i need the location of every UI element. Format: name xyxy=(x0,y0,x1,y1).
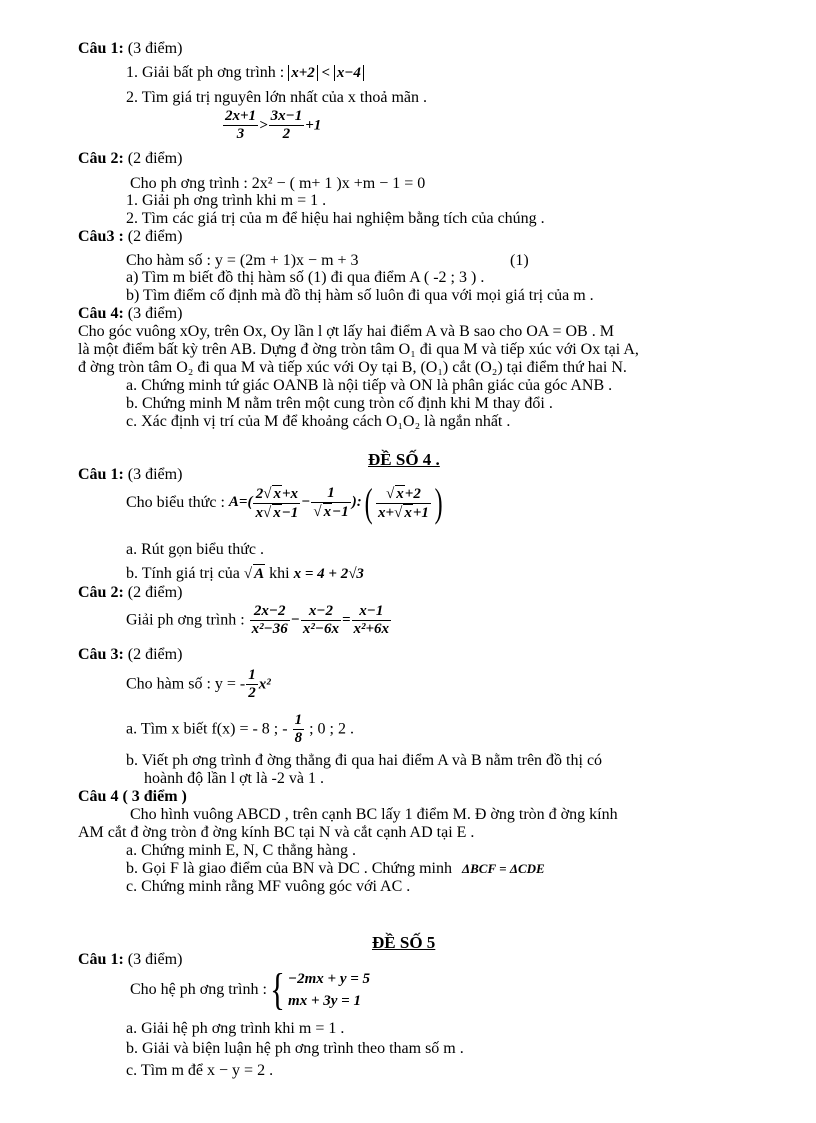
question-points: (3 điểm) xyxy=(123,466,183,483)
q3-item-a: a) Tìm m biết đồ thị hàm số (1) đi qua điểm A ( -2 ; 3 ) . xyxy=(126,269,485,286)
denominator: x²+6x xyxy=(353,621,390,637)
s5-q1-item-a: a. Giải hệ ph ơng trình khi m = 1 . xyxy=(126,1020,345,1037)
greater-than-sign: > xyxy=(259,117,268,134)
s4-q3-item-a xyxy=(126,712,354,747)
numerator: 2x−2 xyxy=(250,603,290,621)
q2-item-2: 2. Tìm các giá trị của m để hiệu hai nghiệm bằng tích của chúng . xyxy=(126,210,545,227)
q4-item-a: a. Chứng minh tứ giác OANB là nội tiếp và ON là phân giác của góc ANB . xyxy=(126,377,613,394)
question-2-points: (2 điểm) xyxy=(123,150,183,167)
equation-formula: $\frac{2x-2}{\text{x²−36}}$ − $\frac{x-2}{\text{x²−6x}}$ = $\frac{x-1}{\text{x²+6x}}$ xyxy=(251,603,390,637)
denominator: 3 xyxy=(236,126,245,142)
equation-label: Giải ph ơng trình : xyxy=(126,611,245,629)
question-1-points: (3 điểm) xyxy=(123,40,183,57)
expression-formula: A=( $\frac{2√ x+x}{x√ x-1}$ − $\frac{1}{√ x-1}$ ):( $\frac{√ x+2}{x+√ x+1}$ ) xyxy=(228,480,443,525)
question-3-title: Câu3 : xyxy=(78,228,124,245)
denominator: 2 xyxy=(248,685,256,701)
denominator: x²−6x xyxy=(302,621,339,637)
s5-question-1-header xyxy=(78,951,182,969)
q3-item-b: b) Tìm điểm cố định mà đồ thị hàm số luôn đi qua với mọi giá trị của m . xyxy=(126,287,594,304)
fraction-3: $\frac{√ x+2}{x+√ x+1}$ xyxy=(378,485,429,521)
question-title: Câu 1: xyxy=(78,466,124,483)
question-title: Câu 3: xyxy=(78,646,124,663)
s4-q4-paragraph-line-1: Cho hình vuông ABCD , trên cạnh BC lấy 1 điểm M. Đ ờng tròn đ ờng kính xyxy=(130,806,618,823)
item-b-text: b. Tính giá trị của xyxy=(126,565,240,582)
q2-equation: Cho ph ơng trình : 2x² − ( m+ 1 )x +m − 1 = 0 xyxy=(130,175,426,192)
expression-label: Cho biểu thức : xyxy=(126,494,225,511)
q4-paragraph-line-1: Cho góc vuông xOy, trên Ox, Oy lần l ợt lấy hai điểm A và B sao cho OA = OB . M xyxy=(78,323,614,340)
denominator: 8 xyxy=(294,730,303,746)
exam-heading-5: ĐỀ SỐ 5 xyxy=(372,933,436,952)
denominator: x²−36 xyxy=(251,621,288,637)
variable-a: A xyxy=(228,494,239,511)
fraction-left xyxy=(223,108,258,143)
equation-1: −2mx + y = 5 xyxy=(288,971,371,987)
question-4-points: (3 điểm) xyxy=(123,305,183,322)
q4-item-b: b. Chứng minh M nằm trên một cung tròn cố định khi M thay đổi . xyxy=(126,395,553,412)
q1-item-2: 2. Tìm giá trị nguyên lớn nhất của x thoả mãn . xyxy=(126,89,427,106)
numerator: 1 xyxy=(294,712,303,728)
numerator: x−2 xyxy=(301,603,341,621)
item-a-fraction xyxy=(293,712,305,747)
q4-item-c: c. Xác định vị trí của M để khoảng cách O₁O₂ là ngắn nhất . xyxy=(126,413,511,430)
s5-q1-system xyxy=(130,965,371,1014)
s4-question-1-header xyxy=(78,466,182,484)
x-value: x = 4 + 2√3 xyxy=(293,566,364,582)
s4-question-2-header xyxy=(78,584,182,602)
fraction-right xyxy=(269,108,305,143)
denominator: 2 xyxy=(282,126,291,142)
equation-2: mx + 3y = 1 xyxy=(288,993,361,1009)
system-brace: { xyxy=(270,965,285,1014)
s4-q4-item-a: a. Chứng minh E, N, C thẳng hàng . xyxy=(126,842,356,859)
item-b-when: khi xyxy=(269,565,290,582)
q2-item-1: 1. Giải ph ơng trình khi m = 1 . xyxy=(126,192,327,209)
question-3-points: (2 điểm) xyxy=(123,228,183,245)
less-than-sign: < xyxy=(321,65,331,81)
x-squared: x² xyxy=(258,676,271,693)
abs-term-1: x+2 xyxy=(288,65,318,81)
abs-term-2: x−4 xyxy=(334,65,364,81)
item-a-text: a. Tìm x biết f(x) = - 8 ; - xyxy=(126,720,288,738)
s4-q3-item-b-line-2: hoành độ lần l ợt là -2 và 1 . xyxy=(144,770,324,787)
s5-q1-item-c: c. Tìm m để x − y = 2 . xyxy=(126,1062,274,1079)
numerator: 3x−1 xyxy=(270,108,303,124)
question-2-header xyxy=(78,150,182,168)
sqrt-a: √ A xyxy=(243,566,265,582)
s4-question-4-header: Câu 4 ( 3 điểm ) xyxy=(78,788,187,805)
q1-item-1 xyxy=(126,64,364,82)
q3-function: Cho hàm số : y = (2m + 1)x − m + 3 xyxy=(126,252,359,269)
system-label: Cho hệ ph ơng trình : xyxy=(130,981,267,998)
s4-question-3-header xyxy=(78,646,182,664)
fraction-1: $\frac{2√ x+x}{x√ x-1}$ xyxy=(255,485,299,521)
numerator: x−1 xyxy=(352,603,392,621)
s4-q2-equation xyxy=(126,603,392,638)
q1-item-1-text: 1. Giải bất ph ơng trình : xyxy=(126,64,285,81)
s4-q1-expression xyxy=(126,480,445,525)
exam-heading-4: ĐỀ SỐ 4 . xyxy=(368,450,440,469)
question-points: (3 điểm) xyxy=(123,951,183,968)
s5-q1-item-b: b. Giải và biện luận hệ ph ơng trình theo tham số m . xyxy=(126,1040,464,1057)
question-title: Câu 2: xyxy=(78,584,124,601)
q4-paragraph-line-2: là một điểm bất kỳ trên AB. Dựng đ ờng tròn tâm O₁ đi qua M và tiếp xúc với Ox tại A, xyxy=(78,341,639,358)
question-4-header xyxy=(78,305,182,323)
numerator: 2x+1 xyxy=(225,108,257,124)
item-a-rest: ; 0 ; 2 . xyxy=(309,720,354,738)
question-points: (2 điểm) xyxy=(123,584,183,601)
s4-q1-item-a: a. Rút gọn biểu thức . xyxy=(126,541,264,558)
system-equations xyxy=(288,968,370,1012)
s4-q3-item-b-line-1: b. Viết ph ơng trình đ ờng thẳng đi qua hai điểm A và B nằm trên đồ thị có xyxy=(126,752,603,769)
q4-paragraph-line-3: đ ờng tròn tâm O₂ đi qua M và tiếp xúc với Oy tại B, (O₁) cắt (O₂) tại điểm thứ hai N. xyxy=(78,359,627,376)
question-1-header xyxy=(78,40,182,58)
s4-q4-item-c: c. Chứng minh rằng MF vuông góc với AC . xyxy=(126,878,411,895)
q3-function-number: (1) xyxy=(510,252,529,269)
question-2-title: Câu 2: xyxy=(78,150,124,167)
question-title: Câu 1: xyxy=(78,951,124,968)
question-1-title: Câu 1: xyxy=(78,40,124,57)
question-4-title: Câu 4: xyxy=(78,305,124,322)
triangle-equality: ΔBCF = ΔCDE xyxy=(461,861,545,876)
function-label: Cho hàm số : y = - xyxy=(126,675,246,693)
s4-q4-item-b xyxy=(126,860,545,878)
numerator: 1 xyxy=(248,667,256,683)
item-b-text: b. Gọi F là giao điểm của BN và DC . Chứng minh xyxy=(126,860,452,877)
q1-inequality xyxy=(288,65,364,81)
question-points: (2 điểm) xyxy=(123,646,183,663)
s4-q4-paragraph-line-2: AM cắt đ ờng tròn đ ờng kính BC tại N và cắt cạnh AD tại E . xyxy=(78,824,475,841)
function-fraction xyxy=(246,667,258,702)
question-3-header xyxy=(78,228,182,246)
q1-fraction-inequality xyxy=(222,108,321,143)
fraction-2: $\frac{1}{√ x-1}$ xyxy=(313,485,349,520)
s4-q3-function xyxy=(126,667,271,702)
plus-one: +1 xyxy=(305,117,322,134)
s4-q1-item-b xyxy=(126,564,364,583)
